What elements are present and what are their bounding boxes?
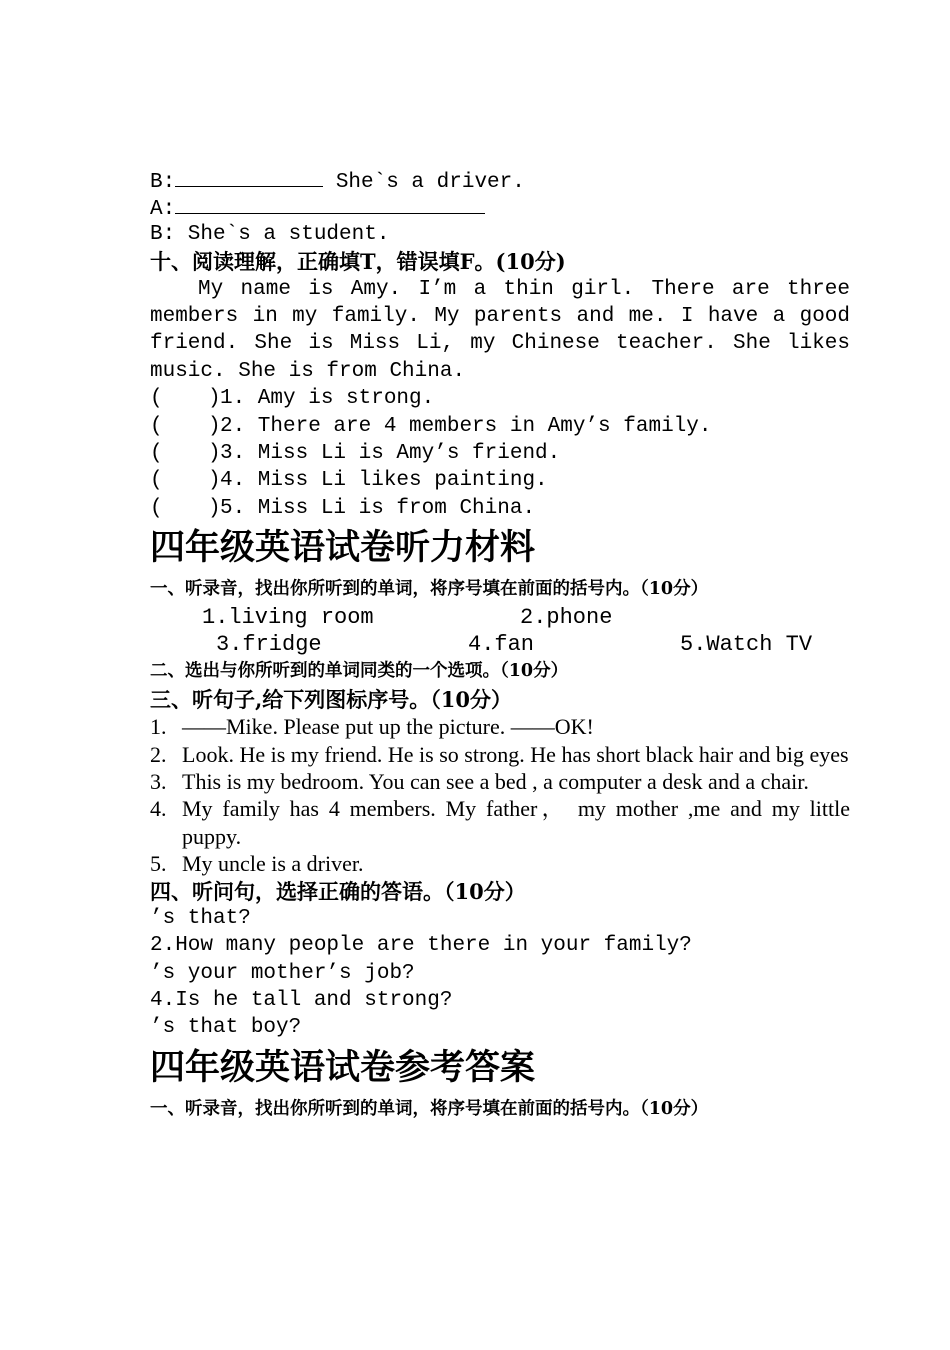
listening-part1-heading: 一、听录音，找出你所听到的单词，将序号填在前面的括号内。（10分） [150, 579, 709, 600]
answers-title: 四年级英语试卷参考答案 [150, 1046, 536, 1088]
dialogue-line-b2: B: She`s a student. [150, 222, 390, 246]
listening-part3-heading: 三、听句子,给下列图标序号。（10分） [150, 686, 513, 712]
question-item: ’s that boy? [150, 1016, 302, 1040]
answer-paren[interactable]: ( [150, 441, 163, 465]
answer-blank[interactable] [175, 193, 485, 214]
dialogue-line-b1 [150, 166, 850, 193]
answer-paren[interactable]: ( [150, 469, 163, 493]
listening-title: 四年级英语试卷听力材料 [150, 527, 536, 569]
list-item: 1. ——Mike. Please put up the picture. ——OK! [150, 714, 594, 740]
sentence-list [150, 713, 850, 877]
word-item: 4.fan [468, 631, 535, 657]
question-item: 2.How many people are there in your family? [150, 934, 692, 958]
answers-part1-heading: 一、听录音，找出你所听到的单词，将序号填在前面的括号内。（10分） [150, 1098, 709, 1119]
question-item: ’s that? [150, 906, 251, 930]
question-item: ’s your mother’s job? [150, 961, 415, 985]
word-item: 2.phone [520, 604, 613, 630]
dialogue-text: She`s a driver. [323, 171, 525, 194]
word-item: 1.living room [202, 604, 374, 630]
tf-question: ( )3. Miss Li is Amy’s friend. [150, 440, 850, 467]
word-row-1 [150, 604, 850, 631]
listening-part2-heading: 二、选出与你所听到的单词同类的一个选项。（10分） [150, 661, 569, 682]
tf-question: ( )5. Miss Li is from China. [150, 495, 850, 522]
list-item: 3. This is my bedroom. You can see a bed , a computer a desk and a chair. [150, 768, 809, 794]
answer-paren[interactable]: ( [150, 387, 163, 411]
word-item: 5.Watch TV [680, 631, 813, 657]
word-item: 3.fridge [216, 631, 322, 657]
tf-question: ( )1. Amy is strong. [150, 385, 850, 412]
reading-passage: My name is Amy. I’m a thin girl. There are three members in my family. My parents and me. I have a good friend. She is Miss Li, my Chinese teacher. She likes music. She is from China. [150, 277, 850, 383]
answer-blank[interactable] [175, 166, 323, 187]
word-row-2 [150, 631, 850, 658]
list-item: 2. Look. He is my friend. He is so strong. He has short black hair and big eyes [150, 741, 849, 767]
question-item: 4.Is he tall and strong? [150, 989, 453, 1013]
speaker-label: A: [150, 198, 176, 222]
list-item: 4. My family has 4 members. My father， my mother ,me and my little puppy. [150, 796, 850, 849]
exam-page [150, 166, 850, 1123]
answer-paren[interactable]: ( [150, 496, 163, 520]
tf-question: ( )4. Miss Li likes painting. [150, 467, 850, 494]
tf-question: ( )2. There are 4 members in Amy’s family. [150, 413, 850, 440]
dialogue-line-a1 [150, 193, 850, 220]
speaker-label: B: [150, 171, 176, 194]
section-10-heading: 十、阅读理解，正确填T，错误填F。(10分) [150, 249, 566, 275]
listening-part4-heading: 四、听问句，选择正确的答语。（10分） [150, 878, 526, 904]
list-item: 5. My uncle is a driver. [150, 851, 364, 877]
answer-paren[interactable]: ( [150, 414, 163, 438]
